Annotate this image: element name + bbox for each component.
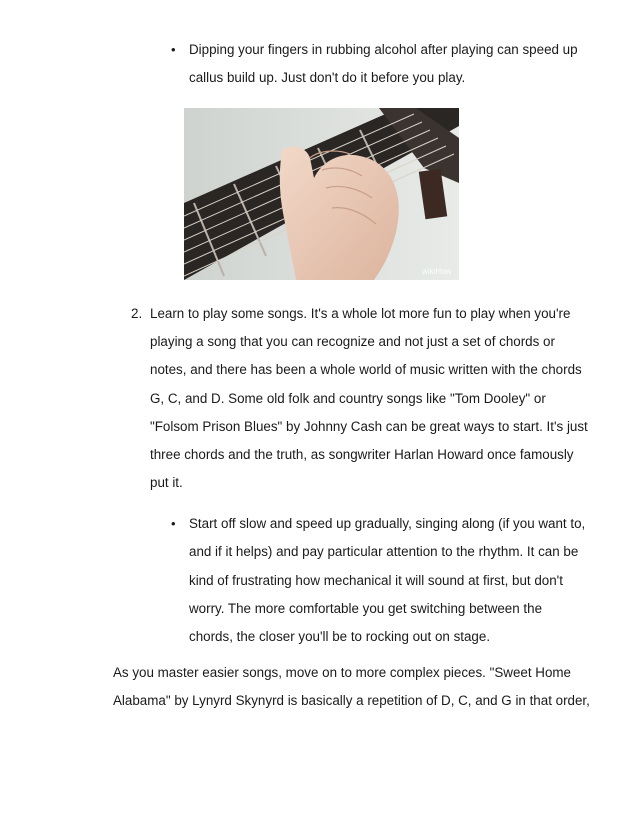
paragraph-line-2: Alabama" by Lynyrd Skynyrd is basically a repetition of D, C, and G in that order, [113, 693, 590, 708]
item-2-line-2: playing a song that you can recognize and not just a set of chords or [150, 334, 555, 349]
bullet-marker: • [171, 42, 176, 57]
bullet-2-line-3: kind of frustrating how mechanical it will sound at first, but don't [189, 573, 563, 588]
guitar-hand-photo [184, 108, 459, 280]
bullet-1-line-1: Dipping your fingers in rubbing alcohol after playing can speed up [189, 42, 578, 57]
bullet-2-line-4: worry. The more comfortable you get switching between the [189, 601, 543, 616]
paragraph-line-1: As you master easier songs, move on to more complex pieces. "Sweet Home [113, 665, 572, 680]
item-2-line-5: "Folsom Prison Blues" by Johnny Cash can be great ways to start. It's just [150, 419, 588, 434]
item-2-line-6: three chords and the truth, as songwriter Harlan Howard once famously [150, 447, 574, 462]
bullet-2-line-2: and if it helps) and pay particular attention to the rhythm. It can be [189, 544, 579, 559]
bullet-2-line-5: chords, the closer you'll be to rocking out on stage. [189, 629, 491, 644]
photo-watermark: wikiHow [422, 267, 452, 276]
item-2-line-4: G, C, and D. Some old folk and country songs like "Tom Dooley" or [150, 391, 546, 406]
list-number: 2. [131, 306, 143, 321]
bullet-2-line-1: Start off slow and speed up gradually, singing along (if you want to, [189, 516, 586, 531]
item-2-line-1: Learn to play some songs. It's a whole lot more fun to play when you're [150, 306, 571, 321]
bullet-1-line-2: callus build up. Just don't do it before you play. [189, 70, 466, 85]
bullet-marker: • [171, 516, 176, 531]
item-2-line-3: notes, and there has been a whole world of music written with the chords [150, 362, 582, 377]
item-2-line-7: put it. [150, 475, 183, 490]
